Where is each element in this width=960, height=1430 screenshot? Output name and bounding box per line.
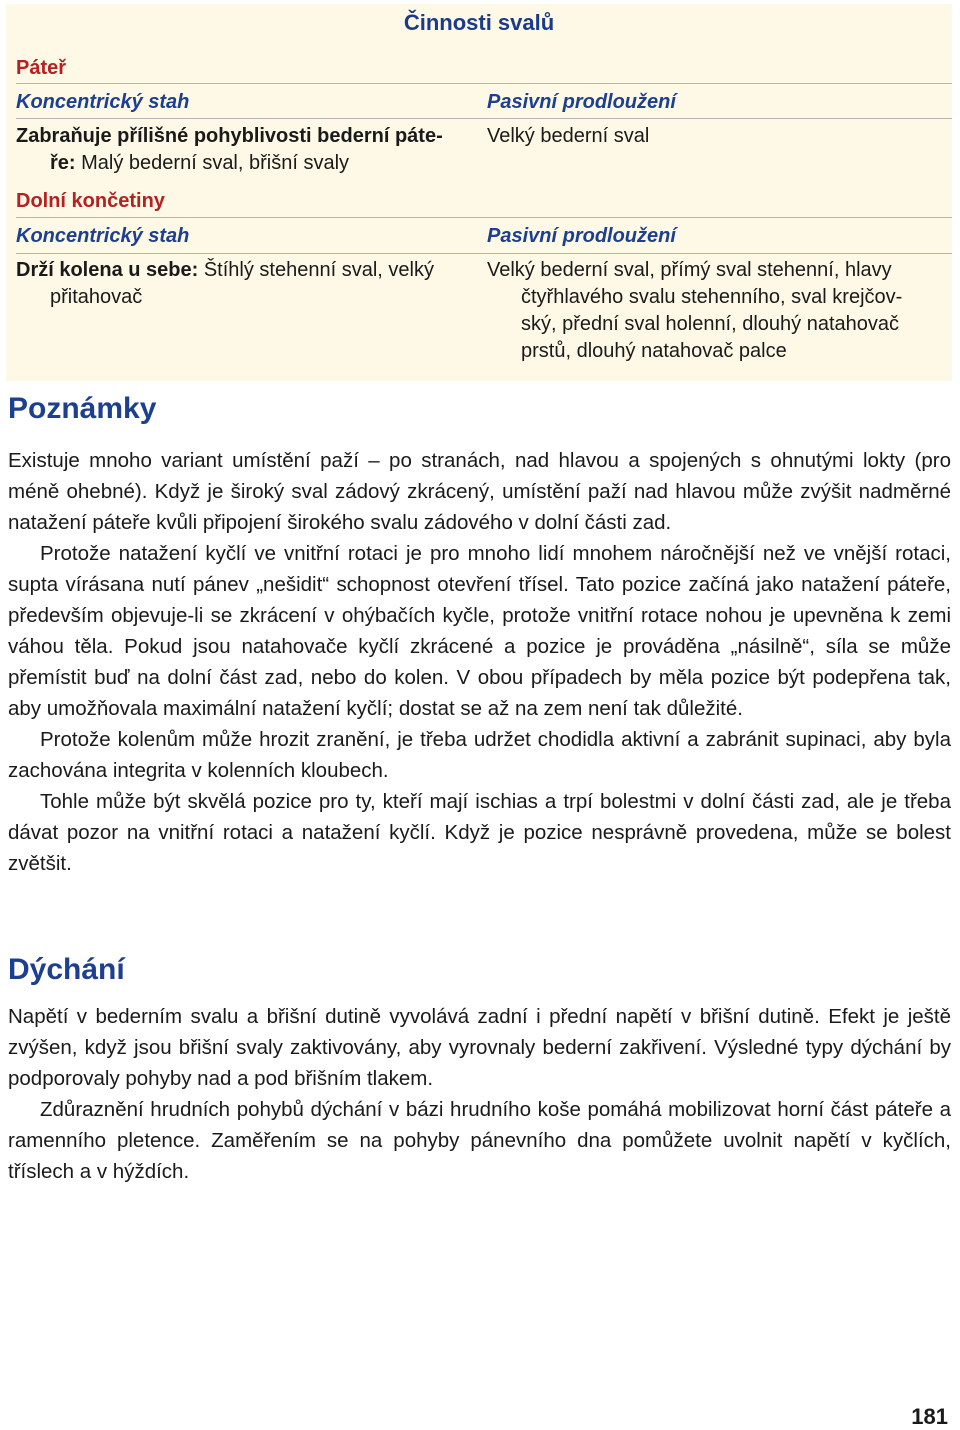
legs-heading: Dolní končetiny bbox=[16, 190, 165, 212]
divider bbox=[16, 253, 952, 254]
breathing-paragraph: Zdůraznění hrudních pohybů dýchání v bázi hrudního koše pomáhá mobilizovat horní část páteře a ramenního pletence. Zaměřením se na pohyby pánevního dna pomůžete uvolnit napětí v kyčlích, tříslech a v hýždích. bbox=[8, 1098, 951, 1183]
notes-paragraph: Protože natažení kyčlí ve vnitřní rotaci je pro mnoho lidí mnohem náročnější než ve vnější rotaci, supta vírásana nutí pánev „nešidit“ schopnost otevření třísel. Tato pozice začíná jako natažení páteře, především objevuje-li se zkrácení v ohýbačích kyčle, protože vnitřní rotace nohou je upevněna k zemi váhou těla. Pokud jsou natahovače kyčlí zkrácené a pozice je prováděna „násilně“, síla se může přemístit buď na dolní část zad, nebo do kolen. V obou případech by měla pozice být podepřena tak, aby umožňovala maximální natažení kyčlí; dostat se až na zem není tak důležité. bbox=[8, 542, 951, 720]
legs-passive-label: Pasivní prodloužení bbox=[487, 225, 676, 247]
spine-heading: Páteř bbox=[16, 57, 67, 79]
notes-body bbox=[8, 445, 951, 879]
divider bbox=[16, 217, 952, 218]
box-title: Činnosti svalů bbox=[403, 10, 555, 35]
legs-concentric-rest2: přitahovač bbox=[50, 286, 143, 308]
legs-passive-text bbox=[487, 257, 947, 365]
notes-paragraph: Tohle může být skvělá pozice pro ty, kteří mají ischias a trpí bolestmi v dolní části zad, ale je třeba dávat pozor na vnitřní rotaci a natažení kyčlí. Když je pozice nesprávně provedena, může se bolest zvětšit. bbox=[8, 790, 951, 875]
legs-passive-line: ský, přední sval holenní, dlouhý natahovač bbox=[521, 313, 900, 335]
spine-concentric-label: Koncentrický stah bbox=[16, 91, 190, 113]
divider bbox=[16, 83, 952, 84]
notes-paragraph: Existuje mnoho variant umístění paží – po stranách, nad hlavou a spojených s ohnutými lokty (pro méně ohebné). Když je široký sval zádový zkrácený, umístění paží nad hlavou může zvýšit nadměrné natažení páteře kvůli připojení širokého svalu zádového v dolní části zad. bbox=[8, 449, 951, 534]
spine-concentric-lead2: ře: bbox=[50, 152, 76, 174]
spine-concentric-lead: Zabraňuje přílišné pohyblivosti bederní páte- bbox=[16, 125, 443, 147]
legs-concentric-label: Koncentrický stah bbox=[16, 225, 190, 247]
page-number: 181 bbox=[911, 1404, 948, 1429]
legs-passive-line: Velký bederní sval, přímý sval stehenní, hlavy bbox=[487, 259, 892, 281]
legs-concentric-rest: Štíhlý stehenní sval, velký bbox=[203, 259, 434, 281]
spine-passive-label: Pasivní prodloužení bbox=[487, 91, 676, 113]
muscle-actions-box bbox=[6, 4, 952, 381]
spine-passive-text: Velký bederní sval bbox=[487, 125, 650, 147]
legs-passive-line: čtyřhlavého svalu stehenního, sval krejčov- bbox=[521, 286, 903, 308]
breathing-heading: Dýchání bbox=[8, 953, 125, 986]
legs-passive-line: prstů, dlouhý natahovač palce bbox=[521, 340, 787, 362]
legs-concentric-text bbox=[16, 257, 466, 311]
legs-concentric-lead: Drží kolena u sebe: bbox=[16, 259, 199, 281]
breathing-paragraph: Napětí v bederním svalu a břišní dutině vyvolává zadní i přední napětí v břišní dutině. Efekt je ještě zvýšen, když jsou břišní svaly zaktivovány, aby vyrovnaly bederní zakřivení. Výsledné typy dýchání by podporovaly pohyby nad a pod břišním tlakem. bbox=[8, 1005, 951, 1090]
notes-heading: Poznámky bbox=[8, 392, 157, 425]
spine-concentric-text bbox=[16, 123, 466, 177]
notes-paragraph: Protože kolenům může hrozit zranění, je třeba udržet chodidla aktivní a zabránit supinaci, aby byla zachována integrita v kolenních kloubech. bbox=[8, 728, 951, 782]
spine-concentric-rest: Malý bederní sval, břišní svaly bbox=[81, 152, 350, 174]
breathing-body bbox=[8, 1001, 951, 1187]
divider bbox=[16, 118, 952, 119]
